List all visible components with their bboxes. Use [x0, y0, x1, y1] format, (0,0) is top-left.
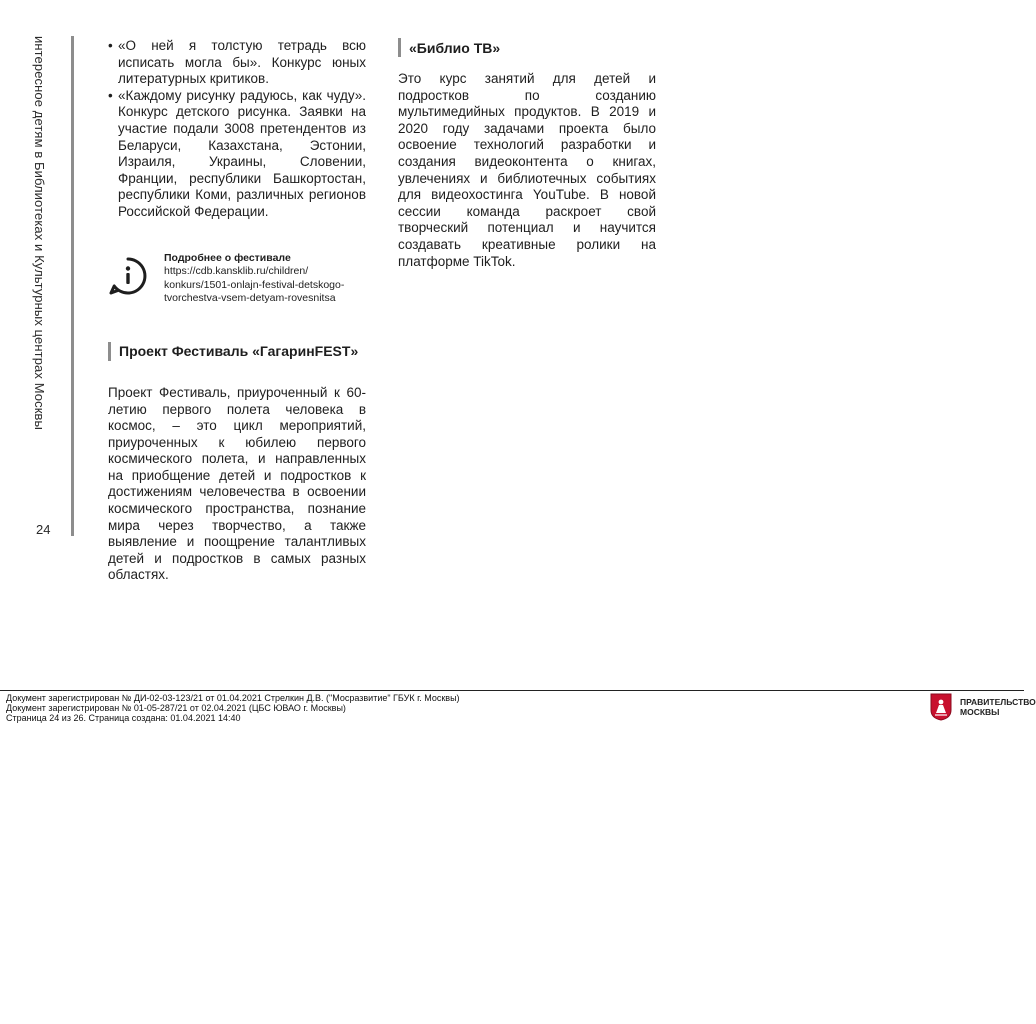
- moscow-government-logo: [930, 693, 1036, 721]
- link-line: konkurs/1501-onlajn-festival-detskogo-: [164, 278, 345, 291]
- left-column: [108, 38, 366, 584]
- info-title: Подробнее о фестивале: [164, 251, 291, 264]
- footer-line: Документ зарегистрирован № 01-05-287/21 от 02.04.2021 (ЦБС ЮВАО г. Москвы): [6, 703, 346, 714]
- info-bubble-icon: [108, 256, 148, 296]
- heading-accent-bar: [398, 38, 401, 57]
- footer-line: Документ зарегистрирован № ДИ-02-03-123/21 от 01.04.2021 Стрелкин Д.В. ("Мосразвитие" ГБУК г. Москвы): [6, 693, 460, 703]
- gov-logo-text: [960, 697, 1036, 717]
- list-item: • «О ней я толстую тетрадь всю исписать могла бы». Конкурс юных литературных критиков.: [108, 38, 366, 88]
- contest-list: [108, 38, 366, 221]
- biblio-tv-heading: [398, 38, 656, 57]
- info-text: [164, 252, 344, 306]
- biblio-tv-heading-text: «Библио ТВ»: [409, 39, 501, 56]
- list-item: • «Каждому рисунку радуюсь, как чуду». Конкурс детского рисунка. Заявки на участие подали 3008 претендентов из Беларуси, Казахстана, Эстонии, Израиля, Украины, Словении, Франции, республики Башкортостан, республики Коми, различных регионов Российской Федерации.: [108, 88, 366, 221]
- festival-heading-text: Проект Фестиваль «ГагаринFEST»: [119, 343, 359, 360]
- footer-divider: [0, 690, 1024, 691]
- festival-link[interactable]: [164, 265, 344, 306]
- registration-footer: [6, 693, 460, 724]
- festival-info-box: [108, 252, 366, 306]
- festival-paragraph: Проект Фестиваль, приуроченный к 60-летию первого полета человека в космос, – это цикл мероприятий, приуроченных к юбилею первого космического полета, и направленных на приобщение детей и подростков к достижениям человечества в освоении космического пространства, познание мира через творчество, а также выявление и поощрение талантливых детей и подростков в самых разных областях.: [108, 384, 366, 583]
- moscow-emblem-icon: [930, 693, 952, 721]
- right-column: [398, 38, 656, 270]
- side-divider: [71, 36, 74, 536]
- gov-line: МОСКВЫ: [960, 707, 1000, 717]
- festival-heading: [108, 342, 366, 361]
- link-line: https://cdb.kansklib.ru/children/: [164, 265, 309, 278]
- vertical-running-title: [26, 36, 60, 430]
- gov-line: ПРАВИТЕЛЬСТВО: [960, 697, 1036, 707]
- link-line: tvorchestva-vsem-detyam-rovesnitsa: [164, 292, 336, 305]
- running-title-text: интересное детям в Библиотеках и Культурных центрах Москвы: [32, 36, 47, 430]
- heading-accent-bar: [108, 342, 111, 361]
- page-number: 24: [36, 522, 51, 537]
- footer-line: Страница 24 из 26. Страница создана: 01.04.2021 14:40: [6, 713, 241, 724]
- biblio-tv-paragraph: Это курс занятий для детей и подростков по созданию мультимедийных продуктов. В 2019 и 2020 году задачами проекта было освоение технологий разработки и создания видеоконтента о книгах, увлечениях и библиотечных событиях для видеохостинга YouTube. В новой сессии команда раскроет свой творческий потенциал и научится создавать креативные ролики на платформе TikTok.: [398, 71, 656, 269]
